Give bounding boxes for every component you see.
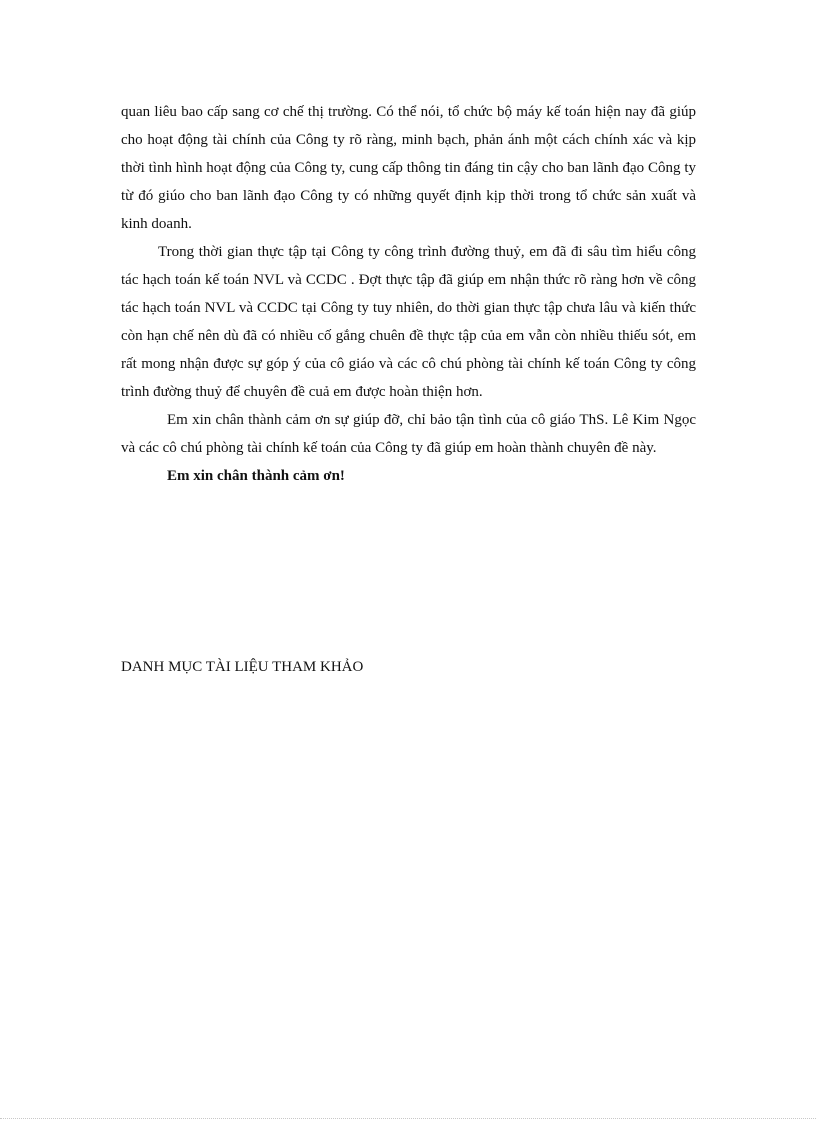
body-text xyxy=(121,98,696,490)
page-bottom-border xyxy=(0,1118,816,1119)
paragraph-acknowledgement: Em xin chân thành cảm ơn sự giúp đỡ, chỉ bảo tận tình của cô giáo ThS. Lê Kim Ngọc và các cô chú phòng tài chính kế toán của Công ty đã giúp em hoàn thành chuyên đề này. xyxy=(121,412,696,456)
references-heading: DANH MỤC TÀI LIỆU THAM KHẢO xyxy=(121,659,364,675)
paragraph-conclusion-continued: quan liêu bao cấp sang cơ chế thị trường. Có thể nói, tổ chức bộ máy kế toán hiện nay đã giúp cho hoạt động tài chính của Công ty rõ ràng, minh bạch, phản ánh một cách chính xác và kịp thời tình hình hoạt động của Công ty, cung cấp thông tin đáng tin cậy cho ban lãnh đạo Công ty từ đó giúo cho ban lãnh đạo Công ty có những quyết định kịp thời trong tổ chức sản xuất và kinh doanh. xyxy=(121,104,696,232)
paragraph-internship: Trong thời gian thực tập tại Công ty công trình đường thuỷ, em đã đi sâu tìm hiểu công tác hạch toán kế toán NVL và CCDC . Đợt thực tập đã giúp em nhận thức rõ ràng hơn về công tác hạch toán NVL và CCDC tại Công ty tuy nhiên, do thời gian thực tập chưa lâu và kiến thức còn hạn chế nên dù đã có nhiều cố gắng chuên đề thực tập của em vẫn còn nhiều thiếu sót, em rất mong nhận được sự góp ý của cô giáo và các cô chú phòng tài chính kế toán Công ty công trình đường thuỷ để chuyên đề cuả em được hoàn thiện hơn. xyxy=(121,244,696,400)
closing-thanks: Em xin chân thành cảm ơn! xyxy=(167,468,345,484)
